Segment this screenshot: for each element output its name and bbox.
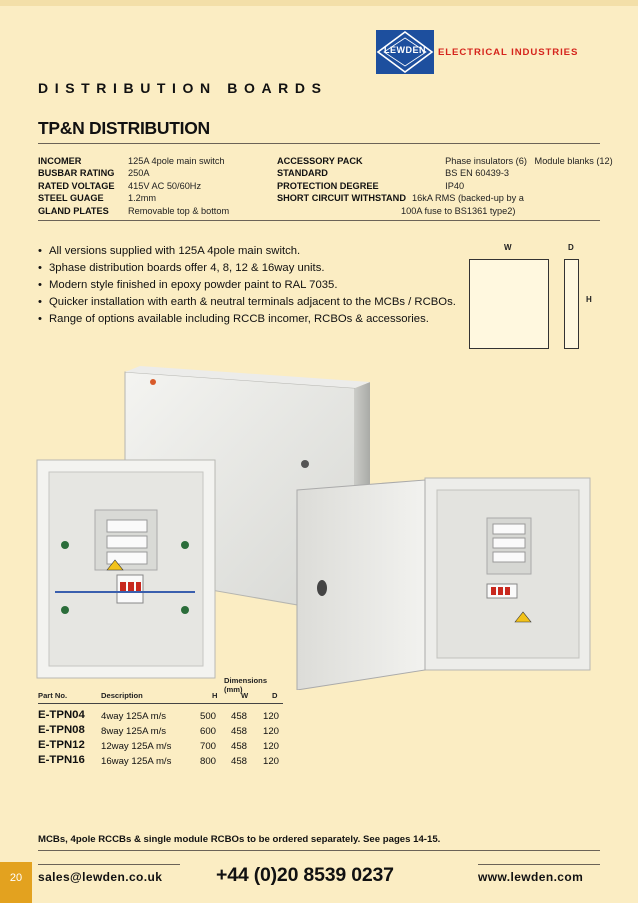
section-title: DISTRIBUTION BOARDS bbox=[38, 80, 328, 96]
title-rule bbox=[38, 143, 600, 144]
spec-label: RATED VOLTAGE bbox=[38, 180, 115, 191]
spec-label bbox=[277, 205, 401, 217]
spec-value: 415V AC 50/60Hz bbox=[128, 180, 202, 191]
page-number: 20 bbox=[0, 862, 32, 903]
spec-label: STANDARD bbox=[277, 168, 328, 179]
feature-item: • All versions supplied with 125A 4pole main switch. bbox=[38, 243, 456, 260]
depth-label: D bbox=[568, 243, 574, 252]
part-height: 700 bbox=[200, 741, 217, 752]
part-height: 500 bbox=[200, 711, 217, 722]
front-view-outline bbox=[469, 259, 549, 349]
part-number: E-TPN12 bbox=[38, 739, 85, 751]
product-photo bbox=[35, 360, 605, 690]
footer-email-rule bbox=[38, 864, 180, 865]
part-width: 458 bbox=[231, 756, 248, 767]
spec-value: 16kA RMS (backed-up by a bbox=[412, 193, 524, 204]
part-height: 600 bbox=[200, 726, 217, 737]
table-body bbox=[38, 709, 283, 769]
logo-tagline: ELECTRICAL INDUSTRIES bbox=[438, 46, 579, 58]
spec-rule bbox=[38, 220, 600, 221]
feature-item: • Quicker installation with earth & neutral terminals adjacent to the MCBs / RCBOs. bbox=[38, 294, 456, 311]
feature-item: • Modern style finished in epoxy powder paint to RAL 7035. bbox=[38, 277, 456, 294]
part-description: 8way 125A m/s bbox=[101, 726, 167, 737]
spec-label: PROTECTION DEGREE bbox=[277, 180, 379, 191]
spec-list-left bbox=[38, 155, 229, 217]
feature-item: • Range of options available including RCCB incomer, RCBOs & accessories. bbox=[38, 311, 456, 328]
spec-value: 100A fuse to BS1361 type2) bbox=[401, 205, 516, 216]
table-row bbox=[38, 709, 283, 724]
spec-row bbox=[277, 192, 613, 204]
spec-row bbox=[38, 167, 229, 179]
feature-item: • 3phase distribution boards offer 4, 8, 12 & 16way units. bbox=[38, 260, 456, 277]
ordering-note: MCBs, 4pole RCCBs & single module RCBOs to be ordered separately. See pages 14-15. bbox=[38, 834, 441, 845]
spec-row bbox=[38, 180, 229, 192]
spec-row bbox=[277, 205, 613, 217]
part-number: E-TPN16 bbox=[38, 754, 85, 766]
header-w: W bbox=[241, 691, 249, 700]
spec-label: GLAND PLATES bbox=[38, 205, 109, 216]
logo-word: LEWDEN bbox=[384, 45, 426, 55]
dimensions-caption: Dimensions (mm) bbox=[224, 676, 268, 694]
table-row bbox=[38, 754, 283, 769]
part-depth: 120 bbox=[263, 711, 280, 722]
table-row bbox=[38, 724, 283, 739]
spec-list-right bbox=[277, 155, 613, 217]
spec-row bbox=[277, 155, 613, 167]
part-number: E-TPN08 bbox=[38, 724, 85, 736]
top-band bbox=[0, 0, 638, 6]
part-height: 800 bbox=[200, 756, 217, 767]
part-depth: 120 bbox=[263, 741, 280, 752]
header-h: H bbox=[212, 691, 218, 700]
spec-label: SHORT CIRCUIT WITHSTAND bbox=[277, 193, 406, 204]
header-d: D bbox=[272, 691, 278, 700]
part-description: 12way 125A m/s bbox=[101, 741, 172, 752]
footer-email-link[interactable]: sales@lewden.co.uk bbox=[38, 870, 163, 884]
spec-value: IP40 bbox=[412, 180, 465, 191]
spec-label: INCOMER bbox=[38, 156, 82, 166]
header-description: Description bbox=[101, 691, 143, 700]
spec-value: BS EN 60439-3 bbox=[412, 168, 510, 179]
spec-row bbox=[277, 167, 613, 179]
part-depth: 120 bbox=[263, 756, 280, 767]
width-label: W bbox=[504, 243, 512, 252]
feature-list bbox=[38, 243, 456, 328]
part-width: 458 bbox=[231, 741, 248, 752]
header-part-no: Part No. bbox=[38, 691, 68, 700]
brand-logo bbox=[376, 30, 606, 74]
footer-rule bbox=[38, 850, 600, 851]
table-header-rule bbox=[38, 703, 283, 704]
spec-row bbox=[38, 155, 229, 167]
spec-row bbox=[277, 180, 613, 192]
spec-label: ACCESSORY PACK bbox=[277, 156, 363, 166]
side-view-outline bbox=[564, 259, 579, 349]
sub-title: TP&N DISTRIBUTION bbox=[38, 118, 210, 138]
spec-value: Removable top & bottom bbox=[128, 205, 230, 216]
table-row bbox=[38, 739, 283, 754]
dimension-diagram bbox=[460, 232, 600, 350]
spec-row bbox=[38, 192, 229, 204]
footer-website-link[interactable]: www.lewden.com bbox=[478, 870, 584, 884]
spec-label: STEEL GUAGE bbox=[38, 193, 104, 204]
footer-phone: +44 (0)20 8539 0237 bbox=[216, 864, 394, 886]
part-description: 16way 125A m/s bbox=[101, 756, 172, 767]
spec-value: 125A 4pole main switch bbox=[128, 156, 225, 166]
spec-row bbox=[38, 205, 229, 217]
footer-web-rule bbox=[478, 864, 600, 865]
part-width: 458 bbox=[231, 711, 248, 722]
spec-label: BUSBAR RATING bbox=[38, 168, 115, 179]
spec-value: 250A bbox=[128, 168, 150, 179]
logo-mark bbox=[376, 30, 434, 74]
part-description: 4way 125A m/s bbox=[101, 711, 167, 722]
part-number: E-TPN04 bbox=[38, 709, 85, 721]
height-label: H bbox=[586, 295, 592, 304]
part-width: 458 bbox=[231, 726, 248, 737]
part-depth: 120 bbox=[263, 726, 280, 737]
spec-value: Phase insulators (6) Module blanks (12) bbox=[412, 156, 613, 166]
spec-value: 1.2mm bbox=[128, 193, 157, 204]
